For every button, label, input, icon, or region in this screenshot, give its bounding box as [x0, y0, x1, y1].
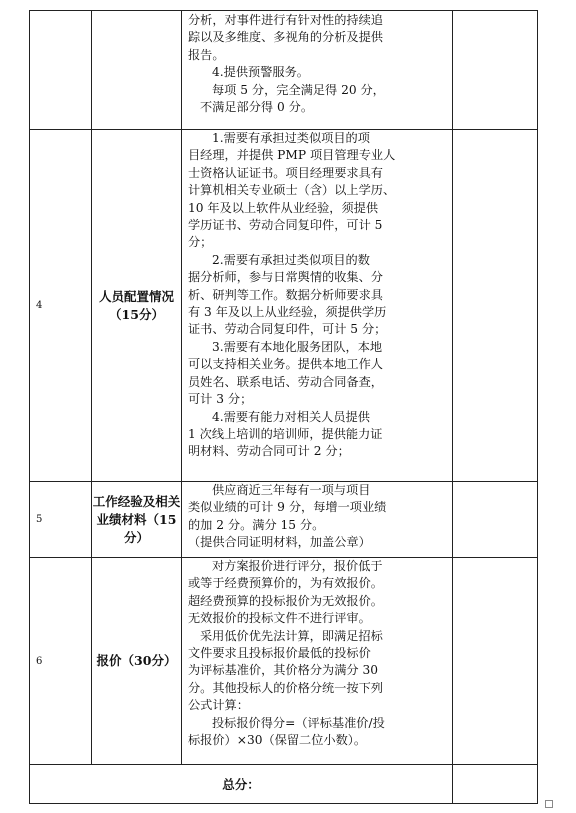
score-cell[interactable] — [453, 558, 538, 765]
table-row — [30, 482, 538, 558]
item-points: （15分） — [109, 306, 164, 322]
total-score-cell[interactable] — [453, 765, 538, 804]
item-points: 业绩材料（15分） — [96, 511, 177, 545]
item-name — [92, 482, 182, 558]
criteria-text: 分析，对事件进行有针对性的持续追 踪以及多维度、多视角的分析及提供 报告。 4.提供预警服务。 每项 5 分，完全满足得 20 分， 不满足部分得 0 分。 — [182, 11, 453, 130]
item-title: 人员配置情况 — [98, 288, 174, 304]
table-row — [30, 130, 538, 482]
scoring-table — [29, 10, 538, 804]
score-cell[interactable] — [453, 11, 538, 130]
total-row — [30, 765, 538, 804]
criteria-text: 供应商近三年每有一项与项目 类似业绩的可计 9 分，每增一项业绩 的加 2 分。满分 15 分。 （提供合同证明材料，加盖公章） — [182, 482, 453, 558]
item-name — [92, 11, 182, 130]
score-cell[interactable] — [453, 130, 538, 482]
item-title: 工作经验及相关 — [92, 493, 181, 509]
table-row — [30, 11, 538, 130]
table-row — [30, 558, 538, 765]
row-number: 6 — [30, 558, 92, 765]
total-label: 总分： — [30, 765, 453, 804]
row-number — [30, 11, 92, 130]
score-cell[interactable] — [453, 482, 538, 558]
item-name — [92, 130, 182, 482]
criteria-text: 1.需要有承担过类似项目的项 目经理，并提供 PMP 项目管理专业人 士资格认证证书。项目经理要求具有 计算机相关专业硕士（含）以上学历、 10 年及以上软件从业经验，须提供 学历证书、劳动合同复印件，可计 5 分； 2.需要有承担过类似项目的数 据分析师，参与日常舆情的收集、分 析、研判等工作。数据分析师要求具 有 3 年及以上从业经验，须提供学历 证书、劳动合同复印件，可计 5 分； 3.需要有本地化服务团队，本地 可以支持相关业务。提供本地工作人 员姓名、联系电话、劳动合同备查， 可计 3 分； 4.需要有能力对相关人员提供 1 次线上培训的培训师，提供能力证 明材料、劳动合同可计 2 分； — [182, 130, 453, 482]
item-name: 报价（30分） — [92, 558, 182, 765]
table-resize-handle[interactable] — [545, 800, 553, 808]
criteria-text: 对方案报价进行评分，报价低于 或等于经费预算价的，为有效报价。 超经费预算的投标报价为无效报价。 无效报价的投标文件不进行评审。 采用低价优先法计算，即满足招标 文件要求且投标报价最低的投标价 为评标基准价，其价格分为满分 30 分。其他投标人的价格分统一按下列 公式计算： 投标报价得分=（评标基准价/投 标报价）×30（保留二位小数）。 — [182, 558, 453, 765]
row-number: 4 — [30, 130, 92, 482]
row-number: 5 — [30, 482, 92, 558]
